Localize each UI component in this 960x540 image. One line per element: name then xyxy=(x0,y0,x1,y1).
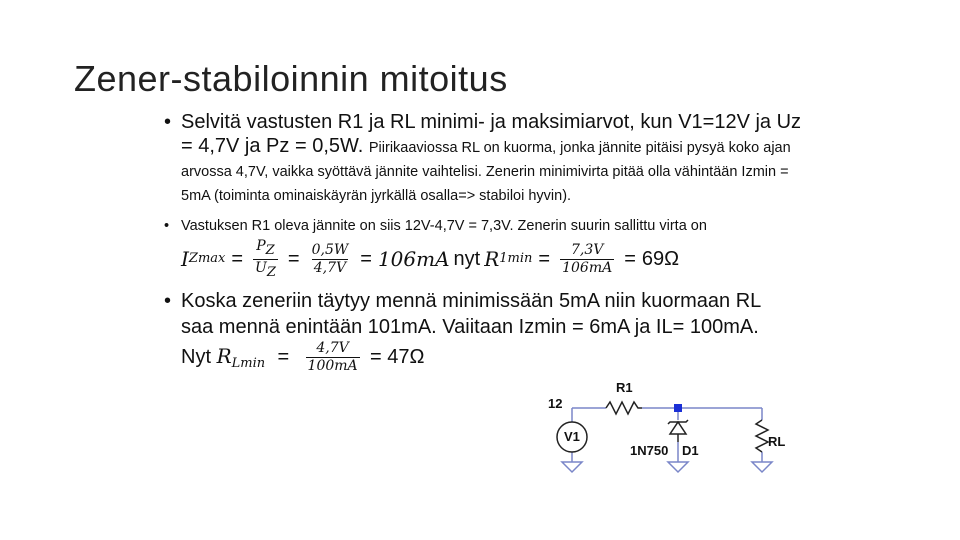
bullet-1-large-text: Selvitä vastusten R1 ja RL minimi- ja maksimiarvot, kun V1=12V ja Uz = 4,7V ja Pz = 0,5W. xyxy=(181,111,802,157)
bullet-dot: • xyxy=(164,290,172,312)
equals-sign: = xyxy=(624,248,636,270)
equals-sign: = xyxy=(231,248,244,270)
bullet-dot: • xyxy=(164,111,172,133)
frac1-den-sub: Z xyxy=(266,264,276,280)
frac2-num: 0,5W xyxy=(311,241,349,258)
izmax-equation xyxy=(181,236,814,282)
rlmin-var: R xyxy=(216,344,232,368)
frac3-num: 7,3V xyxy=(570,241,604,258)
zener-circuit-diagram xyxy=(540,376,800,486)
rlmin-sub: Lmin xyxy=(231,356,266,371)
rlmin-num: 4,7V xyxy=(316,340,349,356)
bullet-3 xyxy=(164,288,814,377)
frac2-den: 4,7V xyxy=(313,259,347,276)
diode-model-label: 1N750 xyxy=(630,443,669,458)
rhs-var: R xyxy=(484,247,500,271)
junction-node xyxy=(674,404,682,412)
resistor-rl-symbol xyxy=(756,420,768,452)
fraction-voltage-current xyxy=(560,242,614,277)
result-r1min: 69Ω xyxy=(641,248,680,270)
bullet-2-text: Vastuksen R1 oleva jännite on siis 12V-4,7V = 7,3V. Zenerin suurin sallittu virta on xyxy=(181,218,707,234)
source-value-label: 12 xyxy=(548,396,563,411)
equals-sign: = xyxy=(538,248,551,270)
ground-symbol xyxy=(668,462,688,472)
rlmin-den: 100mA xyxy=(307,358,358,374)
lhs-sub: Zmax xyxy=(188,251,226,266)
lhs-var: I xyxy=(181,247,189,271)
bullet-3-text: Koska zeneriin täytyy mennä minimissään 5mA niin kuormaan RL saa mennä enintään 101mA. Vaiitaan Izmin = 6mA ja IL= 100mA. Nyt xyxy=(181,290,761,368)
frac1-num-var: P xyxy=(256,237,266,254)
fraction-rlmin xyxy=(306,340,360,375)
fraction-pz-uz xyxy=(253,238,278,281)
bullet-1 xyxy=(164,110,814,206)
slide-body xyxy=(164,110,814,377)
r1-label: R1 xyxy=(616,380,633,395)
fraction-power-voltage xyxy=(310,242,351,277)
zener-diode-symbol xyxy=(668,420,688,442)
equals-sign: = xyxy=(277,346,290,368)
equals-sign: = xyxy=(287,248,300,270)
ground-symbol xyxy=(752,462,772,472)
frac1-num-sub: Z xyxy=(265,242,275,258)
slide-title: Zener-stabiloinnin mitoitus xyxy=(74,58,508,99)
nyt-word: nyt xyxy=(453,248,481,270)
source-name-label: V1 xyxy=(564,429,580,444)
resistor-r1-symbol xyxy=(606,402,642,414)
frac1-den-var: U xyxy=(255,259,267,276)
equals-sign: = xyxy=(360,248,372,270)
bullet-dot: • xyxy=(164,218,170,234)
ground-symbol xyxy=(562,462,582,472)
rl-label: RL xyxy=(768,434,786,449)
rlmin-result: = 47Ω xyxy=(370,346,425,368)
frac3-den: 106mA xyxy=(562,259,613,276)
bullet-1-small-text: Piirikaaviossa RL on kuorma, jonka jännite pitäisi pysyä koko ajan arvossa 4,7V, vaikka syöttävä jännite vaihtelisi. Zenerin minimivirta pitää olla vähintään Izmin = 5mA (toiminta ominaiskäyrän jyrkällä osalla=> stabiloi hyvin). xyxy=(181,140,791,204)
rlmin-equation xyxy=(216,340,425,374)
diode-name-label: D1 xyxy=(682,443,699,458)
bullet-2 xyxy=(164,216,814,282)
rhs-sub: 1min xyxy=(499,251,533,266)
result-izmax: 106mA xyxy=(377,247,450,271)
